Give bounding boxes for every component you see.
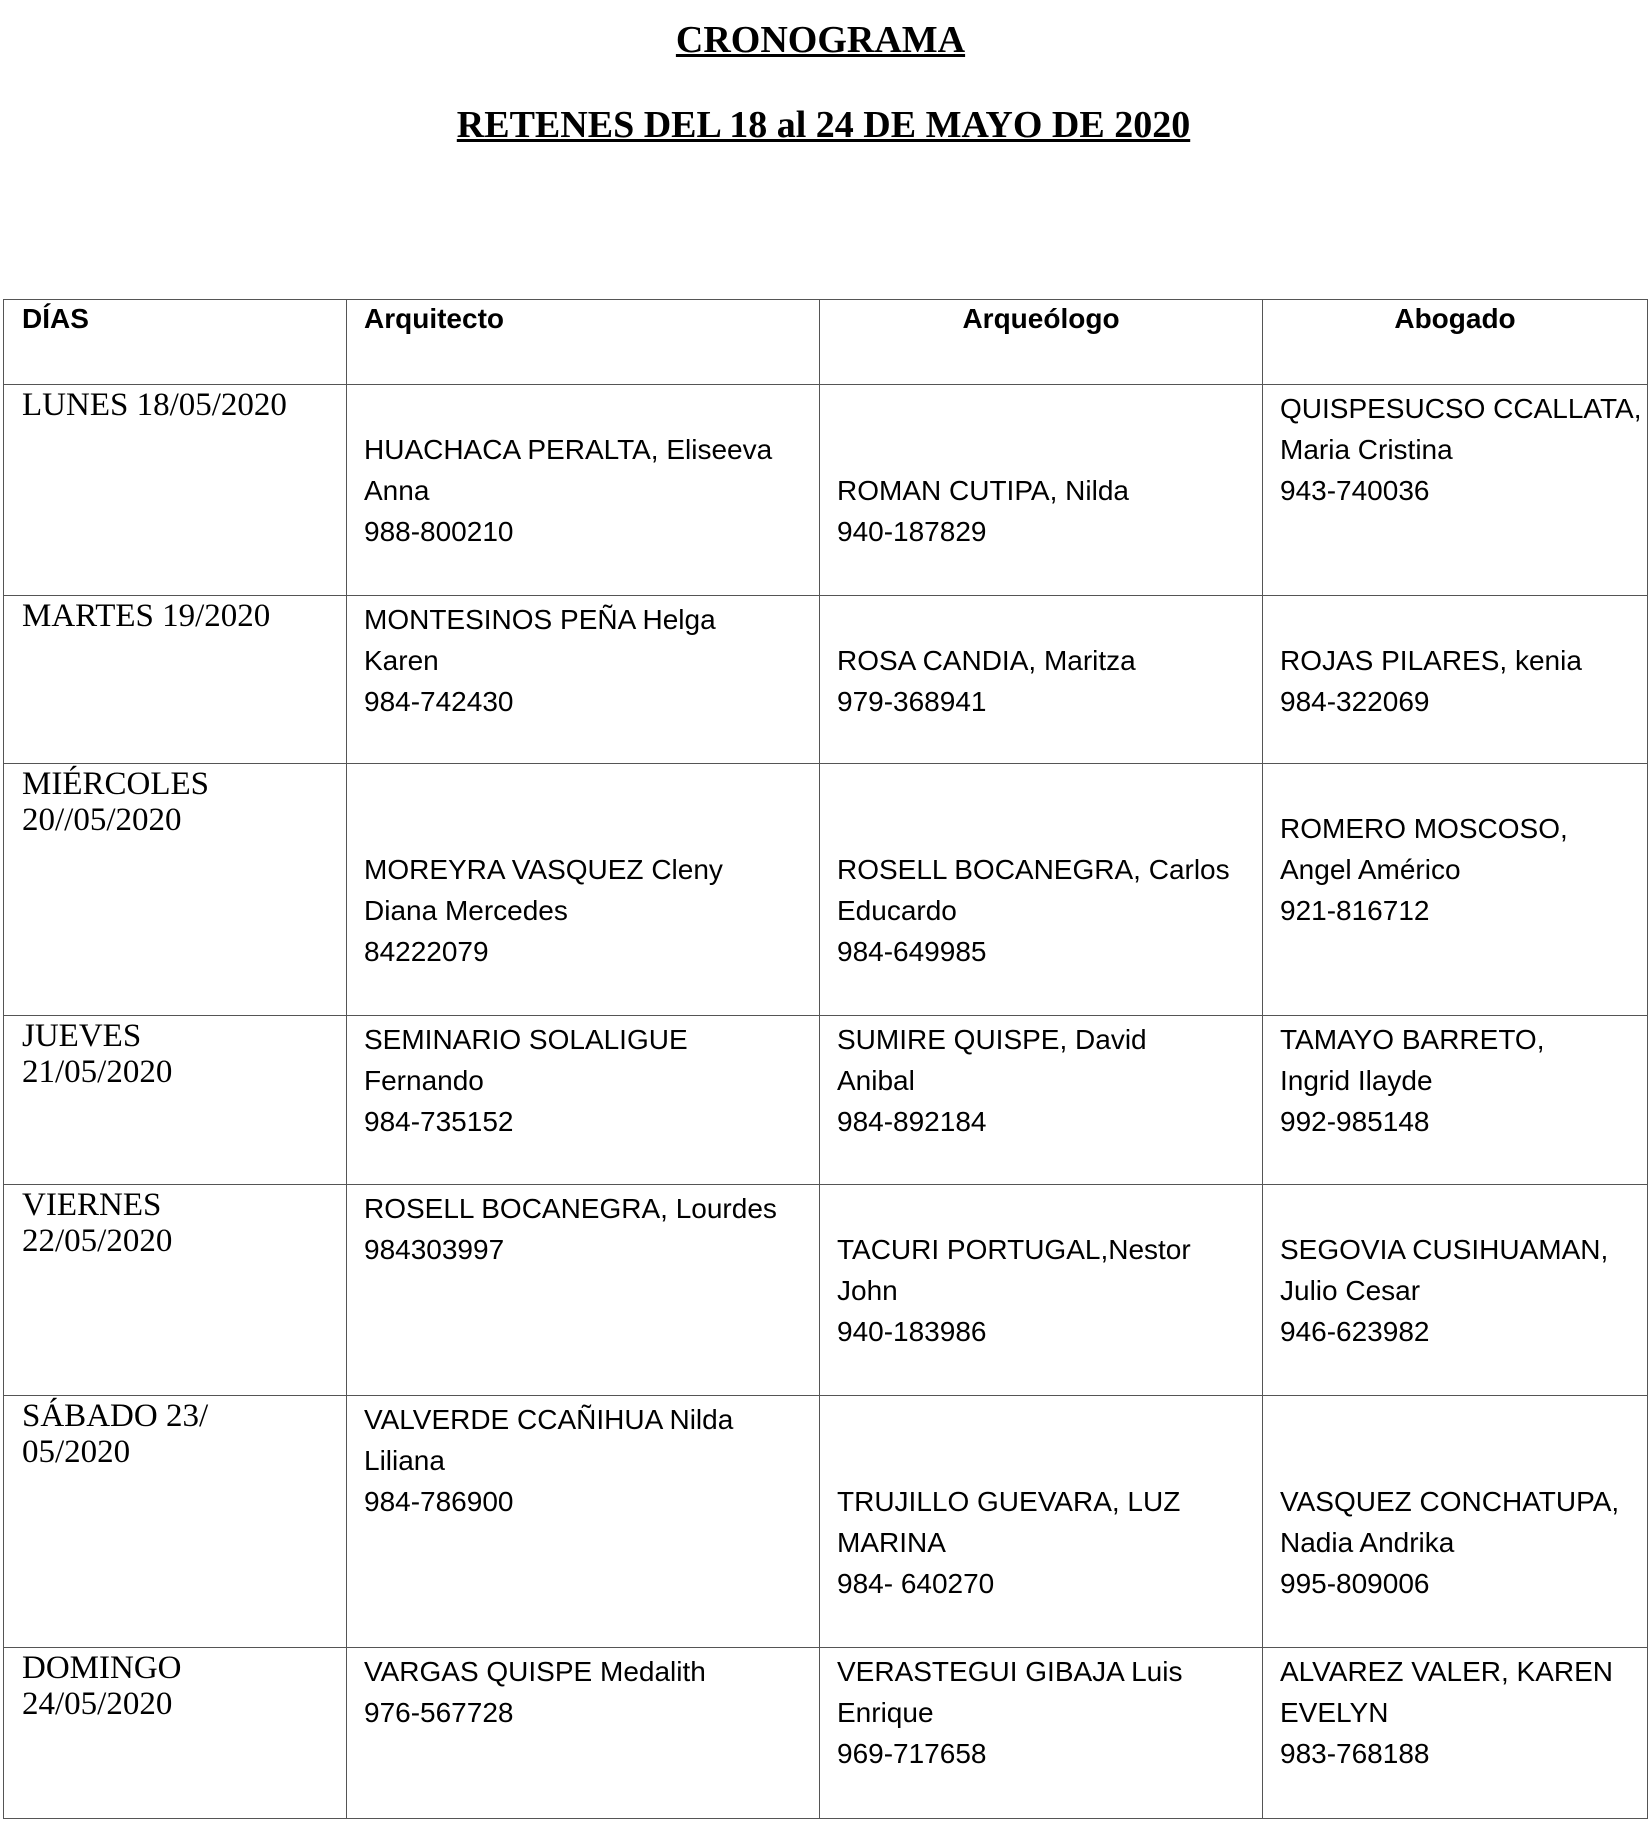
table-row [4, 385, 1648, 596]
day-cell: VIERNES 22/05/2020 [4, 1185, 347, 1396]
header-row [4, 300, 1648, 385]
abogado-cell [1263, 1648, 1648, 1819]
phone-number: 992-985148 [1280, 1106, 1430, 1137]
table-row [4, 1396, 1648, 1648]
person-name: VASQUEZ CONCHATUPA, Nadia Andrika [1280, 1486, 1620, 1558]
day-cell: DOMINGO 24/05/2020 [4, 1648, 347, 1819]
phone-number: 984-735152 [364, 1106, 514, 1137]
phone-number: 984-322069 [1280, 686, 1430, 717]
day-cell: SÁBADO 23/ 05/2020 [4, 1396, 347, 1648]
arqueologo-cell [820, 596, 1263, 764]
phone-number: 984-742430 [364, 686, 514, 717]
table-row [4, 1185, 1648, 1396]
arqueologo-cell [820, 1016, 1263, 1185]
document-title: CRONOGRAMA [675, 19, 966, 61]
arqueologo-cell [820, 1648, 1263, 1819]
day-cell: JUEVES 21/05/2020 [4, 1016, 347, 1185]
phone-number: 940-187829 [837, 516, 987, 547]
person-name: SEGOVIA CUSIHUAMAN, Julio Cesar [1280, 1234, 1609, 1306]
phone-number: 979-368941 [837, 686, 987, 717]
person-name: TACURI PORTUGAL,Nestor John [837, 1234, 1191, 1306]
person-name: ROSELL BOCANEGRA, Carlos Educardo [837, 854, 1230, 926]
arquitecto-cell [347, 1016, 820, 1185]
person-name: SEMINARIO SOLALIGUE Fernando [364, 1024, 688, 1096]
person-name: ALVAREZ VALER, KAREN EVELYN [1280, 1656, 1613, 1728]
person-name: TAMAYO BARRETO, Ingrid Ilayde [1280, 1024, 1545, 1096]
person-name: TRUJILLO GUEVARA, LUZ MARINA [837, 1486, 1181, 1558]
person-name: SUMIRE QUISPE, David Anibal [837, 1024, 1147, 1096]
arqueologo-cell [820, 764, 1263, 1016]
table-row [4, 1016, 1648, 1185]
phone-number: 995-809006 [1280, 1568, 1430, 1599]
phone-number: 946-623982 [1280, 1316, 1430, 1347]
person-name: HUACHACA PERALTA, Eliseeva Anna [364, 434, 773, 506]
phone-number: 984303997 [364, 1234, 505, 1265]
person-name: VERASTEGUI GIBAJA Luis Enrique [837, 1656, 1183, 1728]
arquitecto-cell [347, 764, 820, 1016]
table-row [4, 764, 1648, 1016]
arquitecto-cell [347, 1185, 820, 1396]
person-name: ROJAS PILARES, kenia [1280, 645, 1582, 676]
header-arquitecto: Arquitecto [347, 300, 820, 385]
phone-number: 984- 640270 [837, 1568, 995, 1599]
person-name: QUISPESUCSO CCALLATA, Maria Cristina [1280, 393, 1642, 465]
phone-number: 976-567728 [364, 1697, 514, 1728]
person-name: VALVERDE CCAÑIHUA Nilda Liliana [364, 1404, 734, 1476]
arqueologo-cell [820, 1396, 1263, 1648]
person-name: ROMERO MOSCOSO, Angel Américo [1280, 813, 1568, 885]
phone-number: 984-892184 [837, 1106, 987, 1137]
abogado-cell [1263, 1396, 1648, 1648]
header-arqueologo: Arqueólogo [820, 300, 1263, 385]
arqueologo-cell [820, 385, 1263, 596]
arqueologo-cell [820, 1185, 1263, 1396]
abogado-cell [1263, 1016, 1648, 1185]
person-name: MOREYRA VASQUEZ Cleny Diana Mercedes [364, 854, 723, 926]
phone-number: 984-649985 [837, 936, 987, 967]
day-cell: MARTES 19/2020 [4, 596, 347, 764]
phone-number: 940-183986 [837, 1316, 987, 1347]
person-name: ROSA CANDIA, Maritza [837, 645, 1136, 676]
phone-number: 84222079 [364, 936, 489, 967]
person-name: ROMAN CUTIPA, Nilda [837, 475, 1129, 506]
table-row [4, 1648, 1648, 1819]
abogado-cell [1263, 385, 1648, 596]
day-cell: LUNES 18/05/2020 [4, 385, 347, 596]
arquitecto-cell [347, 385, 820, 596]
abogado-cell [1263, 596, 1648, 764]
phone-number: 988-800210 [364, 516, 514, 547]
person-name: ROSELL BOCANEGRA, Lourdes [364, 1193, 777, 1224]
abogado-cell [1263, 764, 1648, 1016]
arquitecto-cell [347, 1648, 820, 1819]
table-row [4, 596, 1648, 764]
schedule-table [3, 299, 1648, 1819]
person-name: MONTESINOS PEÑA Helga Karen [364, 604, 716, 676]
phone-number: 984-786900 [364, 1486, 514, 1517]
abogado-cell [1263, 1185, 1648, 1396]
arquitecto-cell [347, 1396, 820, 1648]
day-cell: MIÉRCOLES 20//05/2020 [4, 764, 347, 1016]
header-abogado: Abogado [1263, 300, 1648, 385]
arquitecto-cell [347, 596, 820, 764]
document-subtitle: RETENES DEL 18 al 24 DE MAYO DE 2020 [456, 104, 1191, 146]
person-name: VARGAS QUISPE Medalith [364, 1656, 706, 1687]
phone-number: 983-768188 [1280, 1738, 1430, 1769]
phone-number: 921-816712 [1280, 895, 1430, 926]
phone-number: 969-717658 [837, 1738, 987, 1769]
phone-number: 943-740036 [1280, 475, 1430, 506]
header-dias: DÍAS [4, 300, 347, 385]
